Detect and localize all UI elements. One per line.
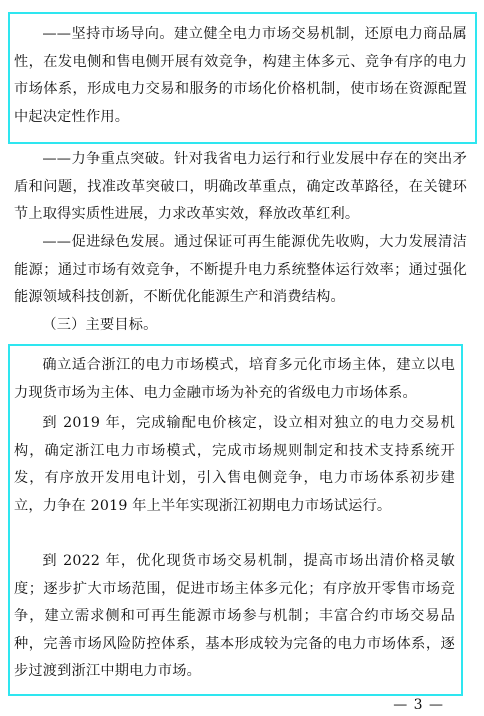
paragraph-green-development: ——促进绿色发展。通过保证可再生能源优先收购，大力发展清洁能源；通过市场有效竞争，不断提升电力系统整体运行效率；通过强化能源领域科技创新，不断优化能源生产和消费结构。	[14, 234, 467, 306]
section-heading-main-goals: （三）主要目标。	[42, 317, 158, 333]
paragraph-market-model: 确立适合浙江的电力市场模式，培育多元化市场主体，建立以电力现货市场为主体、电力金融市场为补充的省级电力市场体系。	[14, 357, 455, 401]
paragraph-market-orientation: ——坚持市场导向。建立健全电力市场交易机制，还原电力商品属性，在发电侧和售电侧开展有效竞争，构建主体多元、竞争有序的电力市场体系，形成电力交易和服务的市场化价格机制，使市场在资源配置中起决定性作用。	[14, 26, 467, 125]
page-number: — 3 —	[393, 697, 444, 713]
paragraph-key-breakthrough: ——力争重点突破。针对我省电力运行和行业发展中存在的突出矛盾和问题，找准改革突破口，明确改革重点，确定改革路径，在关键环节上取得实质性进展，力求改革实效，释放改革红利。	[14, 151, 467, 223]
paragraph-goal-2022: 到 2022 年，优化现货市场交易机制，提高市场出清价格灵敏度；逐步扩大市场范围，促进市场主体多元化；有序放开零售市场竞争，建立需求侧和可再生能源市场参与机制；丰富合约市场交易品种，完善市场风险防控体系，基本形成较为完备的电力市场体系，逐步过渡到浙江中期电力市场。	[14, 553, 455, 680]
paragraph-goal-2019: 到 2019 年，完成输配电价核定，设立相对独立的电力交易机构，确定浙江电力市场模式，完成市场规则制定和技术支持系统开发，有序放开发用电计划，引入售电侧竞争，电力市场体系初步建立，力争在 2019 年上半年实现浙江初期电力市场试运行。	[14, 415, 455, 514]
